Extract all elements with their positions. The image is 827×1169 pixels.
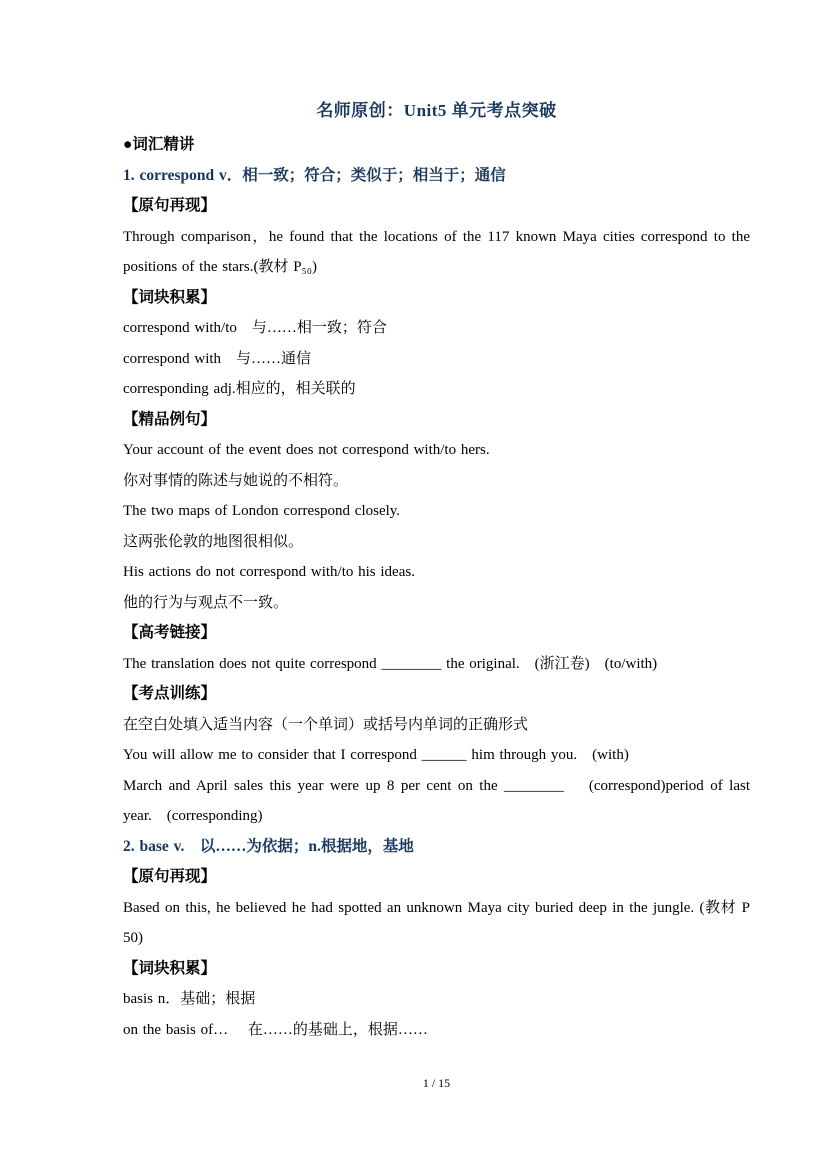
text-line: 你对事情的陈述与她说的不相符。 (123, 472, 349, 489)
text-line: You will allow me to consider that I correspond ______ him through you. (with) (123, 747, 629, 763)
word-entry-1-heading: 1. correspond v．相一致；符合；类似于；相当于；通信 (123, 166, 506, 184)
subsection-heading: 【精品例句】 (123, 410, 217, 428)
text-line: corresponding adj.相应的，相关联的 (123, 381, 356, 397)
section-heading-vocab: ●词汇精讲 (123, 136, 195, 153)
subsection-heading: 【考点训练】 (123, 685, 217, 702)
text-line: Your account of the event does not correspond with/to hers. (123, 442, 490, 458)
text-line: Through comparison，he found that the locations of the 117 known Maya cities correspond to the positions of the stars.(教材 P₅₀) (123, 228, 750, 275)
text-line: Based on this, he believed he had spotted an unknown Maya city buried deep in the jungle. (教材 P 50) (123, 899, 750, 946)
text-line: 他的行为与观点不一致。 (123, 594, 289, 611)
text-line: correspond with 与……通信 (123, 350, 312, 367)
text-line: 在空白处填入适当内容（一个单词）或括号内单词的正确形式 (123, 716, 529, 733)
subsection-heading: 【词块积累】 (123, 288, 217, 306)
word-entry-2-heading: 2. base v. 以……为依据；n.根据地，基地 (123, 837, 414, 855)
text-line: on the basis of… 在……的基础上，根据…… (123, 1021, 428, 1038)
subsection-heading: 【原句再现】 (123, 868, 217, 885)
text-line: correspond with/to 与……相一致；符合 (123, 320, 387, 336)
subsection-heading: 【高考链接】 (123, 624, 217, 641)
document-title: 名师原创：Unit5 单元考点突破 (316, 101, 557, 120)
subsection-heading: 【原句再现】 (123, 197, 217, 214)
text-line: March and April sales this year were up 8 per cent on the ________ (correspond)period of last year. (corresponding) (123, 777, 750, 824)
text-line: basis n．基础；根据 (123, 991, 256, 1007)
page-number: 1 / 15 (422, 1076, 451, 1090)
text-line: 这两张伦敦的地图很相似。 (123, 533, 304, 550)
text-line: The translation does not quite correspond ________ the original. (浙江卷) (to/with) (123, 655, 658, 672)
subsection-heading: 【词块积累】 (123, 959, 217, 977)
text-line: The two maps of London correspond closely. (123, 503, 401, 519)
document-body (123, 130, 750, 1045)
text-line: His actions do not correspond with/to his ideas. (123, 564, 415, 580)
